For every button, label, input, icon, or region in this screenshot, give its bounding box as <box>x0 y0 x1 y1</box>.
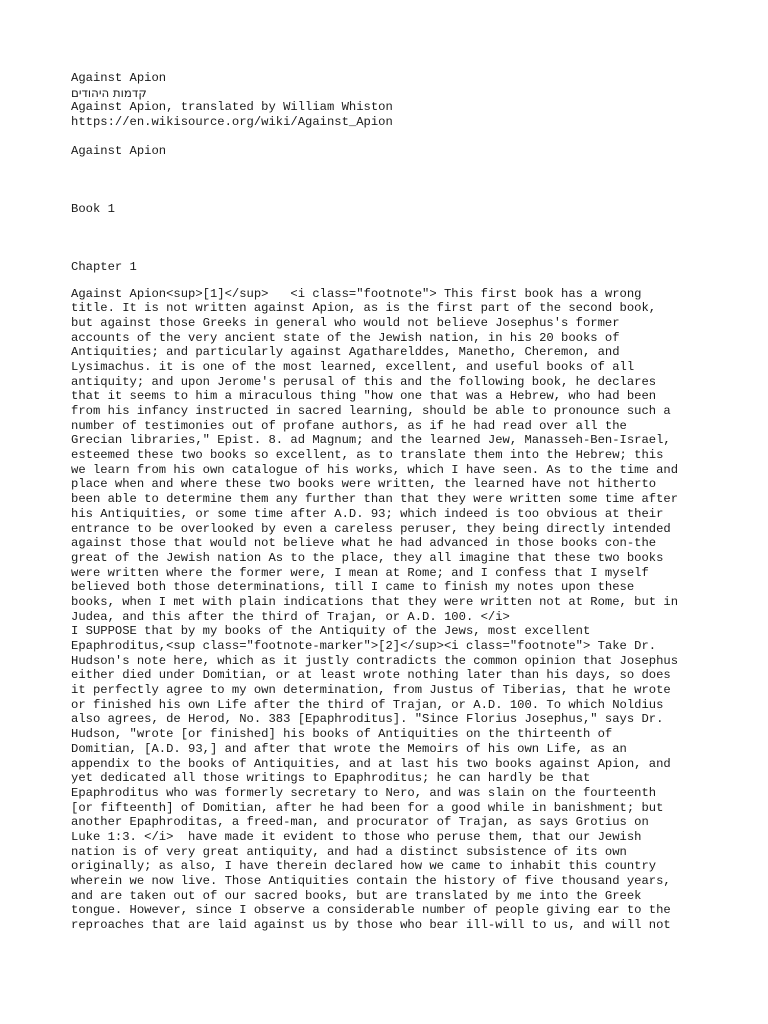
body-line: another Epaphroditas, a freed-man, and procurator of Trajan, as says Grotius on <box>71 815 649 830</box>
blank-space <box>71 217 711 260</box>
body-line: Judea, and this after the third of Trajan, or A.D. 100. </i> <box>71 609 510 624</box>
body-line: [or fifteenth] of Domitian, after he had been for a good while in banishment; but <box>71 800 664 815</box>
body-line: but against those Greeks in general who would not believe Josephus's former <box>71 315 620 330</box>
body-line: either died under Domitian, or at least wrote nothing later than his days, so does <box>71 668 671 683</box>
body-line: also agrees, de Herod, No. 383 [Epaphroditus]. "Since Florius Josephus," says Dr. <box>71 712 664 727</box>
body-line: or finished his own Life after the third of Trajan, or A.D. 100. To which Noldius <box>71 697 664 712</box>
body-line: great of the Jewish nation As to the place, they all imagine that these two books <box>71 550 664 565</box>
source-url: https://en.wikisource.org/wiki/Against_Apion <box>71 115 393 130</box>
hebrew-title-text: קדמות היהודים <box>71 85 147 100</box>
header-title: Against Apion <box>71 71 167 85</box>
body-line: were written where the former were, I mean at Rome; and I confess that I myself <box>71 565 649 580</box>
book-heading: Book 1 <box>71 202 115 217</box>
body-line: place when and where these two books were written, the learned have not hitherto <box>71 477 657 492</box>
body-line: that it seems to him a miraculous thing "how one that was a Hebrew, who had been <box>71 389 657 404</box>
body-text <box>71 287 711 933</box>
document-title: Against Apion <box>71 144 167 159</box>
chapter-heading: Chapter 1 <box>71 259 137 274</box>
body-line: Epaphroditus who was formerly secretary to Nero, and was slain on the fourteenth <box>71 785 657 800</box>
body-line: Grecian libraries," Epist. 8. ad Magnum; and the learned Jew, Manasseh-Ben-Israel, <box>71 433 671 448</box>
body-line: been able to determine them any further than that they were written some time after <box>71 492 679 507</box>
body-line: Antiquities; and particularly against Agatharelddes, Manetho, Cheremon, and <box>71 345 620 360</box>
body-line: Against Apion<sup>[1]</sup> <i class="footnote"> This first book has a wrong <box>71 286 642 301</box>
hebrew-title <box>71 86 711 101</box>
body-line: Hudson, "wrote [or finished] his books of Antiquities on the thirteenth of <box>71 727 613 742</box>
body-line: Lysimachus. it is one of the most learned, excellent, and useful books of all <box>71 359 635 374</box>
body-line: nation is of very great antiquity, and had a distinct subsistence of its own <box>71 844 627 859</box>
body-line: Domitian, [A.D. 93,] and after that wrote the Memoirs of his own Life, as an <box>71 741 627 756</box>
body-line: wherein we now live. Those Antiquities contain the history of five thousand years, <box>71 874 671 888</box>
body-line: esteemed these two books so excellent, as to translate them into the Hebrew; this <box>71 448 664 463</box>
body-line: from his infancy instructed in sacred learning, should be able to pronounce such a <box>71 404 671 418</box>
body-line: reproaches that are laid against us by those who bear ill-will to us, and will not <box>71 918 671 933</box>
body-line: entrance to be overlooked by even a careless peruser, they being directly intended <box>71 521 671 536</box>
body-line: books, when I met with plain indications that they were written not at Rome, but in <box>71 594 679 609</box>
document-page <box>71 71 711 933</box>
body-line: against those that would not believe what he had advanced in those books con-the <box>71 536 657 551</box>
body-line: originally; as also, I have therein declared how we came to inhabit this country <box>71 859 657 874</box>
blank-space <box>71 275 711 287</box>
body-line: I SUPPOSE that by my books of the Antiquity of the Jews, most excellent <box>71 624 591 639</box>
body-line: tongue. However, since I observe a considerable number of people giving ear to the <box>71 903 671 918</box>
body-line: it perfectly agree to my own determination, from Justus of Tiberias, that he wrote <box>71 683 671 698</box>
body-line: antiquity; and upon Jerome's perusal of this and the following book, he declares <box>71 374 657 389</box>
body-line: yet dedicated all those writings to Epaphroditus; he can hardly be that <box>71 771 591 786</box>
body-line: appendix to the books of Antiquities, and at last his two books against Apion, and <box>71 756 671 771</box>
body-line: Hudson's note here, which as it justly contradicts the common opinion that Josephus <box>71 653 679 668</box>
body-line: his Antiquities, or some time after A.D. 93; which indeed is too obvious at their <box>71 506 664 521</box>
blank-space <box>71 159 711 202</box>
body-line: accounts of the very ancient state of the Jewish nation, in his 20 books of <box>71 330 620 345</box>
body-line: we learn from his own catalogue of his works, which I have seen. As to the time and <box>71 462 679 477</box>
body-line: Epaphroditus,<sup class="footnote-marker">[2]</sup><i class="footnote"> Take Dr. <box>71 639 657 653</box>
body-line: number of testimonies out of profane authors, as if he had read over all the <box>71 418 627 433</box>
body-line: and are taken out of our sacred books, but are translated by me into the Greek <box>71 888 642 903</box>
body-line: believed both those determinations, till I came to finish my notes upon these <box>71 580 635 595</box>
body-line: Luke 1:3. </i> have made it evident to those who peruse them, that our Jewish <box>71 829 642 844</box>
blank-line <box>71 130 711 145</box>
translation-credit: Against Apion, translated by William Whiston <box>71 100 393 115</box>
body-line: title. It is not written against Apion, as is the first part of the second book, <box>71 301 657 316</box>
